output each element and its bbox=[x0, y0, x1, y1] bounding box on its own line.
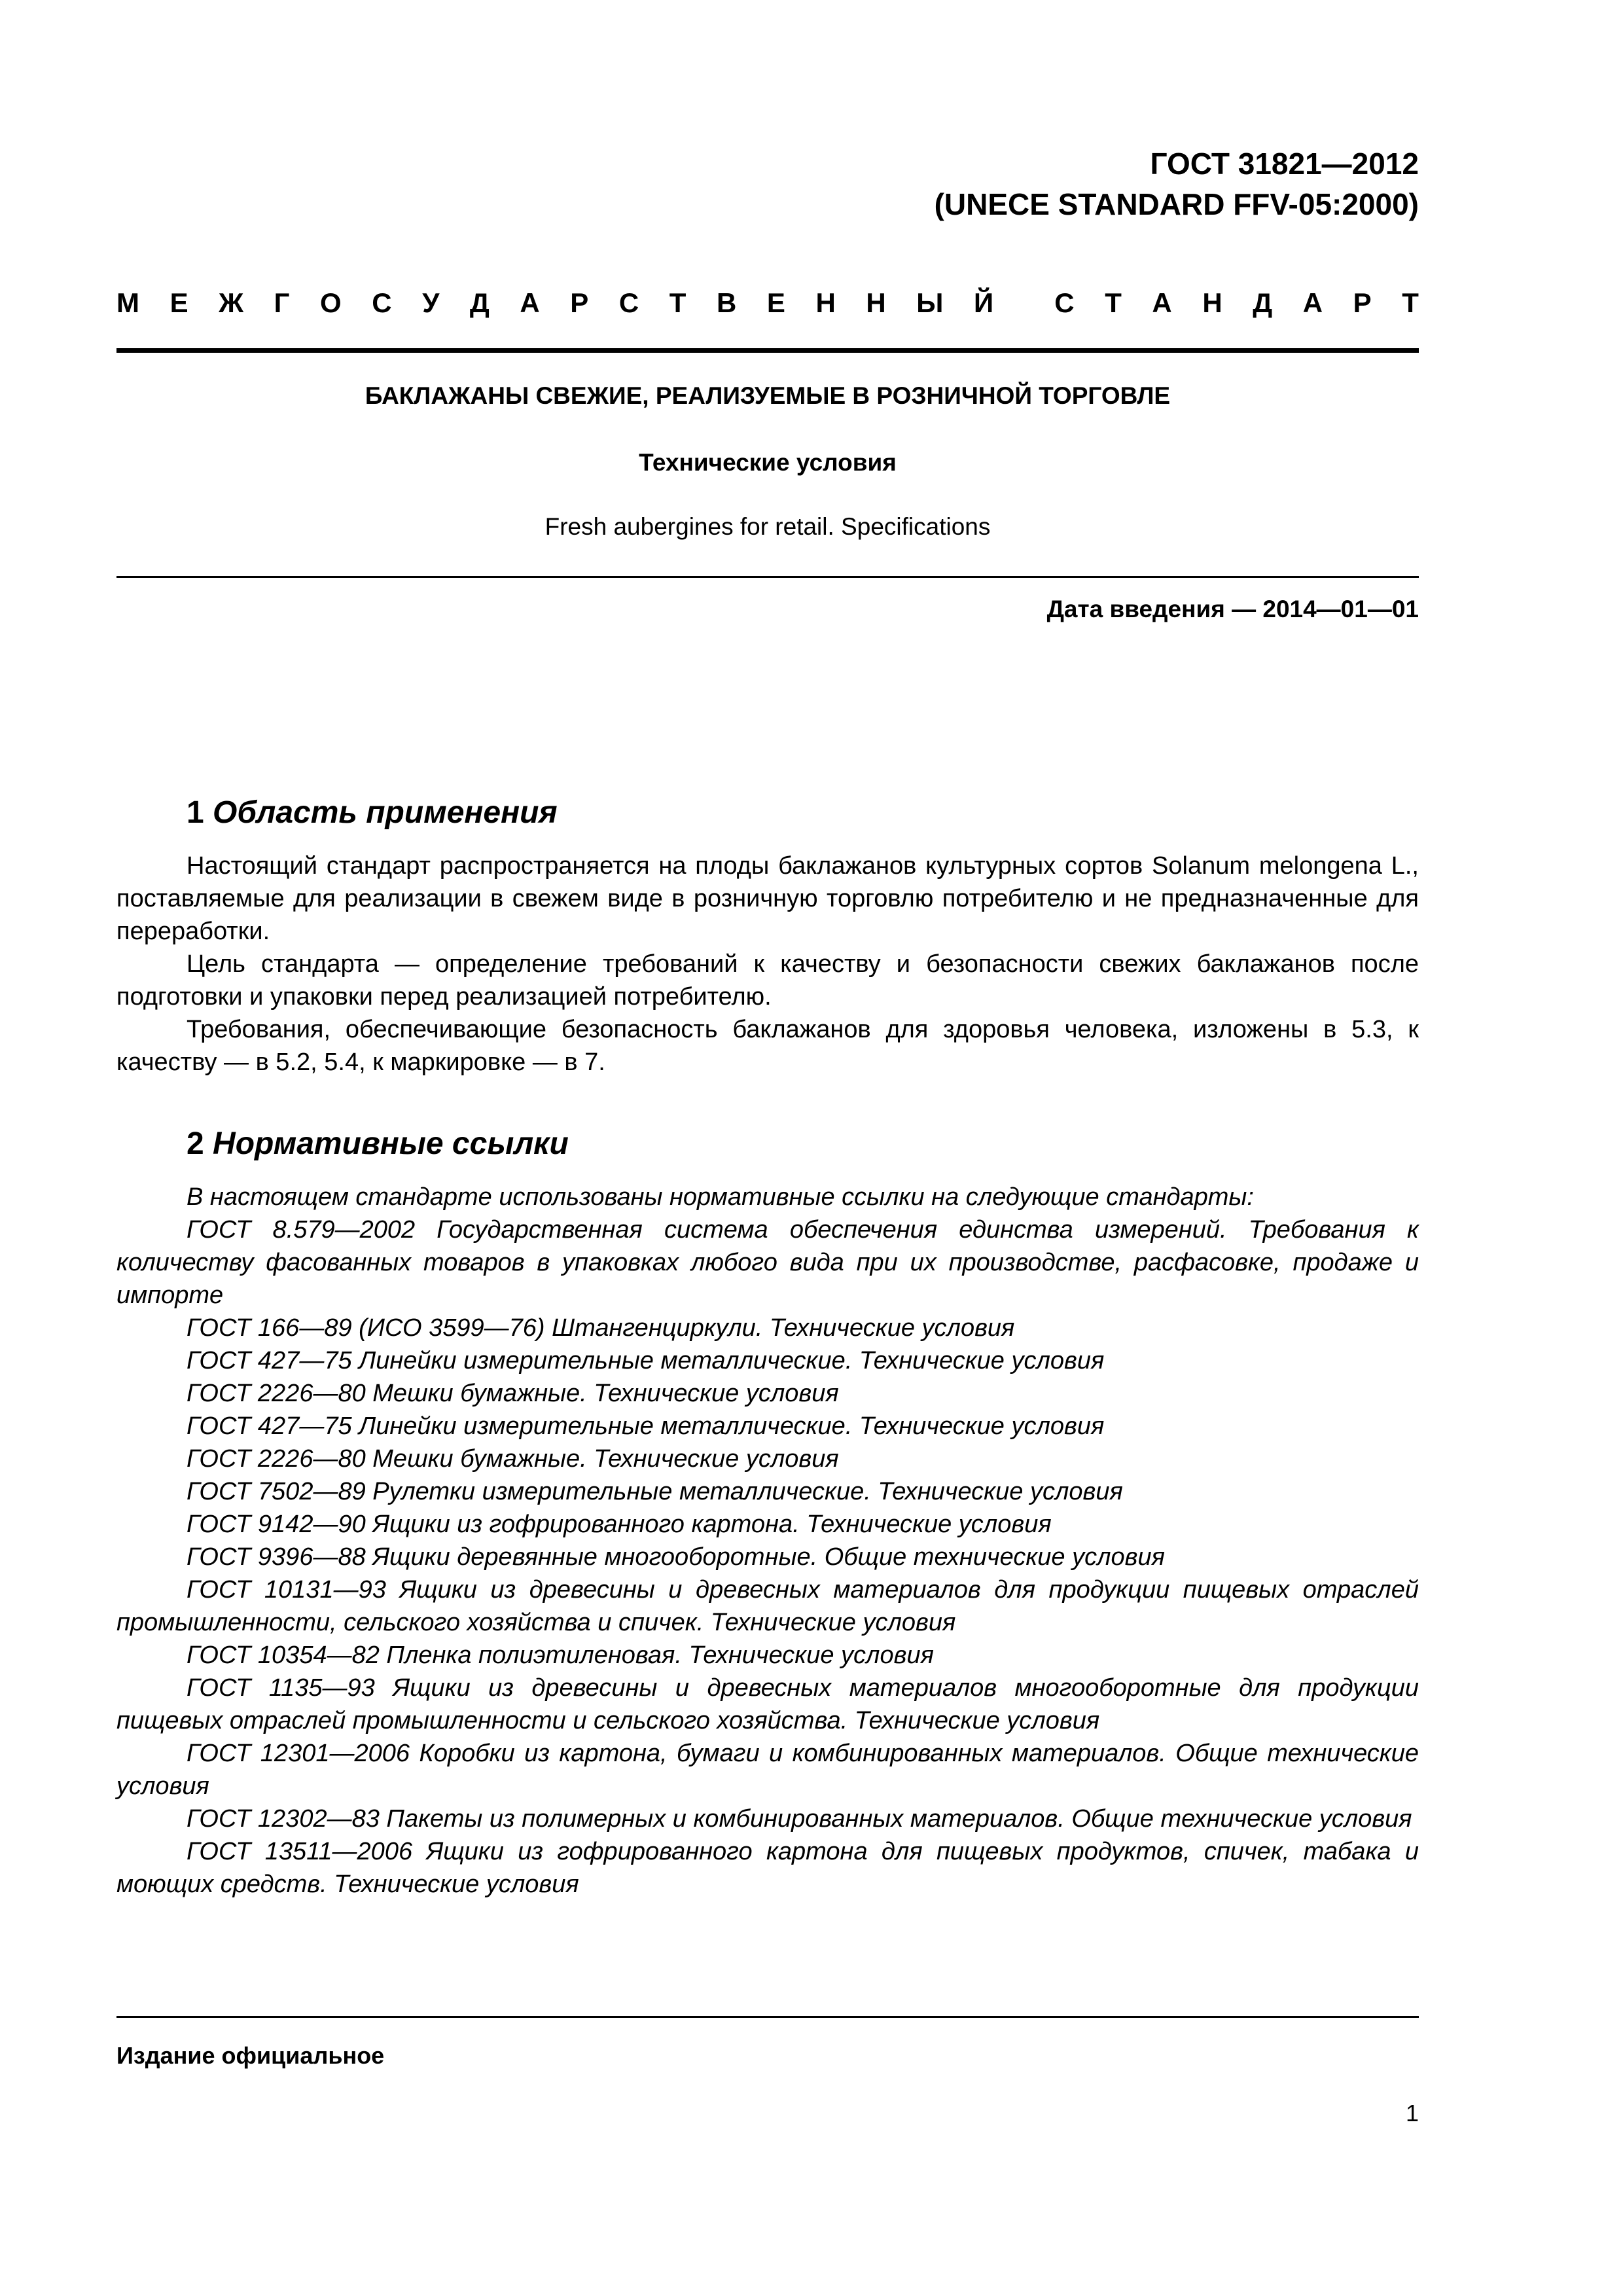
banner-letter: С bbox=[618, 287, 639, 318]
section-heading bbox=[187, 793, 558, 833]
banner-letter: Н bbox=[866, 287, 886, 318]
official-edition-label: Издание официальное bbox=[116, 2042, 385, 2069]
banner-letter: С bbox=[1054, 287, 1075, 318]
banner-letter: А bbox=[520, 287, 540, 318]
banner-letter: Ж bbox=[219, 287, 244, 318]
standard-code: ГОСТ 31821—2012 bbox=[1150, 147, 1419, 181]
banner-letter: У bbox=[422, 287, 440, 318]
document-subtitle: Технические условия bbox=[639, 449, 897, 476]
reference-item: ГОСТ 7502—89 Рулетки измерительные металлические. Технические условия bbox=[187, 1478, 1123, 1505]
reference-item: ГОСТ 10354—82 Пленка полиэтиленовая. Технические условия bbox=[187, 1641, 934, 1669]
section-body bbox=[116, 1181, 1419, 1901]
introduction-date: Дата введения — 2014—01—01 bbox=[1046, 596, 1419, 622]
banner-letter: Т bbox=[1105, 287, 1122, 318]
reference-item: ГОСТ 12302—83 Пакеты из полимерных и комбинированных материалов. Общие технические условия bbox=[187, 1805, 1412, 1833]
banner-letter: О bbox=[320, 287, 342, 318]
reference-item: ГОСТ 9396—88 Ящики деревянные многооборотные. Общие технические условия bbox=[187, 1543, 1165, 1571]
reference-item: ГОСТ 2226—80 Мешки бумажные. Технические условия bbox=[187, 1445, 839, 1473]
reference-item: ГОСТ 1135—93 Ящики из древесины и древесных материалов многооборотные для продукции пищевых отраслей промышленности и сельского хозяйства. Технические условия bbox=[116, 1674, 1419, 1734]
page-number: 1 bbox=[1405, 2100, 1419, 2126]
banner-letter: Р bbox=[570, 287, 589, 318]
banner-letter: Н bbox=[1202, 287, 1222, 318]
english-title: Fresh aubergines for retail. Specifications bbox=[544, 513, 991, 540]
section-number: 2 bbox=[187, 1126, 204, 1161]
banner-letter: М bbox=[116, 287, 139, 318]
banner-letter: Р bbox=[1353, 287, 1372, 318]
section-body bbox=[116, 850, 1419, 1079]
reference-item: ГОСТ 8.579—2002 Государственная система обеспечения единства измерений. Требования к количеству фасованных товаров в упаковках любого вида при их производстве, расфасовке, продаже и импорте bbox=[116, 1216, 1419, 1309]
reference-item: ГОСТ 427—75 Линейки измерительные металлические. Технические условия bbox=[187, 1412, 1105, 1440]
banner-letter: Н bbox=[815, 287, 836, 318]
banner-letter: Г bbox=[274, 287, 290, 318]
header-rule bbox=[116, 348, 1419, 353]
banner-letter: Т bbox=[669, 287, 687, 318]
reference-item: ГОСТ 2226—80 Мешки бумажные. Технические условия bbox=[187, 1380, 839, 1407]
section-number: 1 bbox=[187, 795, 204, 830]
section-title: Область применения bbox=[213, 795, 558, 830]
reference-item: ГОСТ 166—89 (ИСО 3599—76) Штангенциркули. Технические условия bbox=[187, 1314, 1015, 1342]
banner-letter: В bbox=[716, 287, 737, 318]
banner-letter: С bbox=[372, 287, 392, 318]
reference-item: ГОСТ 10131—93 Ящики из древесины и древесных материалов для продукции пищевых отраслей промышленности, сельского хозяйства и спичек. Технические условия bbox=[116, 1576, 1419, 1636]
section-heading bbox=[187, 1124, 569, 1164]
paragraph: Требования, обеспечивающие безопасность баклажанов для здоровья человека, изложены в 5.3, к качеству — в 5.2, 5.4, к маркировке — в 7. bbox=[116, 1016, 1419, 1076]
section-title: Нормативные ссылки bbox=[213, 1126, 569, 1161]
title-rule bbox=[116, 576, 1419, 578]
reference-item: ГОСТ 427—75 Линейки измерительные металлические. Технические условия bbox=[187, 1347, 1105, 1374]
footer-rule bbox=[116, 2016, 1419, 2018]
reference-item: ГОСТ 12301—2006 Коробки из картона, бумаги и комбинированных материалов. Общие технические условия bbox=[116, 1740, 1419, 1800]
banner-letter: А bbox=[1152, 287, 1172, 318]
paragraph: В настоящем стандарте использованы нормативные ссылки на следующие стандарты: bbox=[187, 1183, 1254, 1211]
banner-letter: Ы bbox=[916, 287, 944, 318]
banner-letter: Й bbox=[973, 287, 994, 318]
document-title: БАКЛАЖАНЫ СВЕЖИЕ, РЕАЛИЗУЕМЫЕ В РОЗНИЧНОЙ ТОРГОВЛЕ bbox=[365, 382, 1171, 409]
banner-letter: Д bbox=[1253, 287, 1273, 318]
banner-letter: А bbox=[1302, 287, 1323, 318]
paragraph: Цель стандарта — определение требований к качеству и безопасности свежих баклажанов после подготовки и упаковки перед реализацией потребителю. bbox=[116, 950, 1419, 1011]
reference-item: ГОСТ 9142—90 Ящики из гофрированного картона. Технические условия bbox=[187, 1511, 1052, 1538]
banner-letter: Т bbox=[1402, 287, 1419, 318]
banner-letter: Д bbox=[469, 287, 490, 318]
interstate-standard-banner bbox=[116, 287, 1419, 319]
reference-item: ГОСТ 13511—2006 Ящики из гофрированного картона для пищевых продуктов, спичек, табака и моющих средств. Технические условия bbox=[116, 1838, 1419, 1898]
banner-letter: Е bbox=[169, 287, 188, 318]
banner-letter: Е bbox=[766, 287, 785, 318]
paragraph: Настоящий стандарт распространяется на плоды баклажанов культурных сортов Solanum melongena L., поставляемые для реализации в свежем виде в розничную торговлю потребителю и не предназначенные для переработки. bbox=[116, 852, 1419, 945]
unece-standard-code: (UNECE STANDARD FFV-05:2000) bbox=[934, 187, 1419, 221]
